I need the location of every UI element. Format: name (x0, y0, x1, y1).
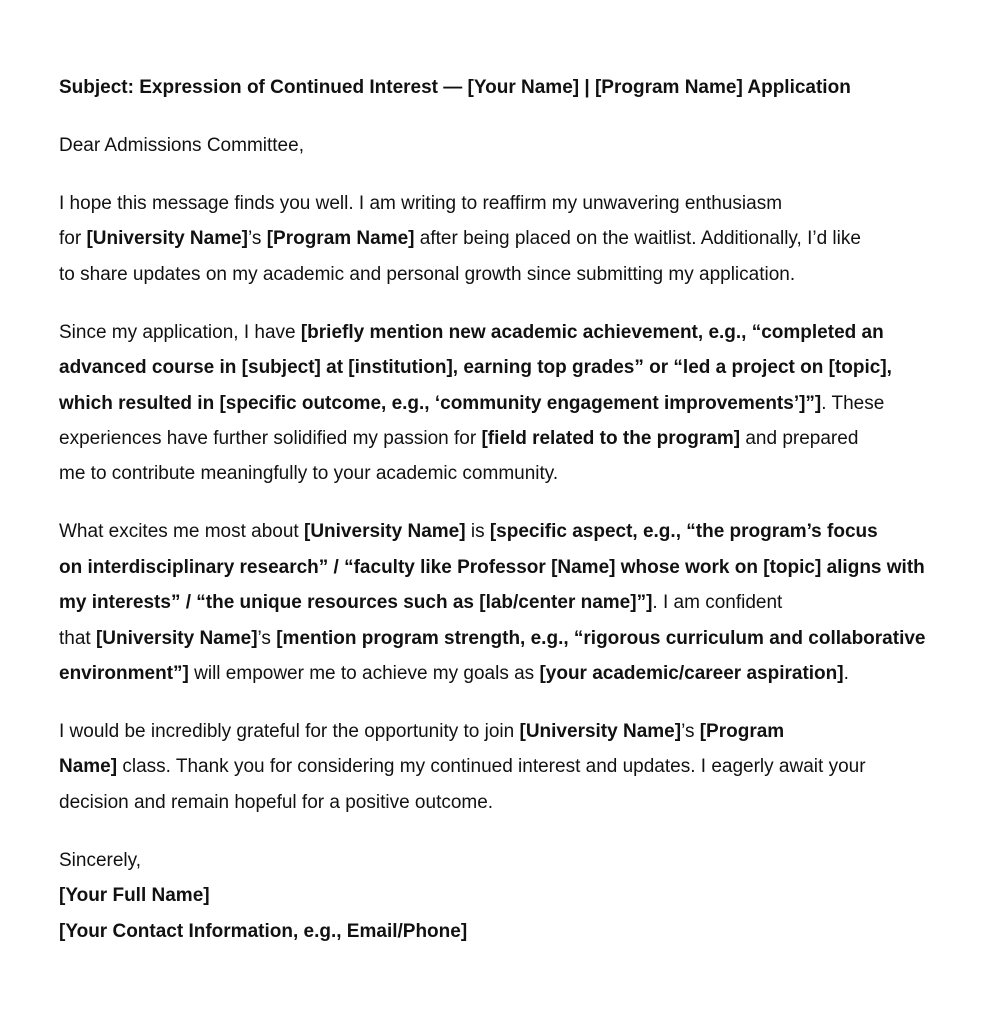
text: experiences have further solidified my passion for (59, 428, 482, 450)
text: . I am confident (652, 592, 783, 614)
placeholder-university-name: [University Name] (95, 627, 258, 649)
placeholder-university-name: [University Name] (86, 228, 249, 250)
placeholder-specific-aspect: my interests” / “the unique resources such as [lab/center name]”] (59, 592, 653, 614)
text: that (59, 627, 96, 649)
text: What excites me most about (59, 521, 304, 543)
text: ’s (681, 721, 700, 743)
text: Since my application, I have (59, 321, 301, 343)
letter-subject (59, 70, 959, 105)
placeholder-achievement: [briefly mention new academic achievement, e.g., “completed an (300, 321, 884, 343)
text: ’s (248, 228, 267, 250)
placeholder-field: [field related to the program] (481, 428, 741, 450)
text: after being placed on the waitlist. Additionally, I’d like (414, 228, 861, 250)
closing-text: Sincerely, (59, 849, 142, 871)
placeholder-specific-aspect: on interdisciplinary research” / “faculty like Professor [Name] whose work on [topic] aligns with (59, 556, 925, 578)
placeholder-university-name: [University Name] (304, 521, 466, 543)
text: . (843, 663, 849, 685)
placeholder-program-name: [Program (699, 721, 785, 743)
paragraph-intro (59, 186, 959, 292)
text: to share updates on my academic and personal growth since submitting my application. (59, 263, 796, 285)
placeholder-full-name: [Your Full Name] (59, 885, 210, 907)
placeholder-program-strength: environment”] (59, 663, 189, 685)
placeholder-program-name: Name] (59, 756, 118, 778)
letter-signature (59, 843, 959, 949)
placeholder-university-name: [University Name] (519, 721, 682, 743)
placeholder-achievement: which resulted in [specific outcome, e.g., ‘community engagement improvements’]”] (59, 392, 822, 414)
text: and prepared (740, 428, 859, 450)
text: will empower me to achieve my goals as (188, 663, 540, 685)
placeholder-contact-info: [Your Contact Information, e.g., Email/Phone] (59, 920, 468, 942)
text: . These (821, 392, 885, 414)
placeholder-aspiration: [your academic/career aspiration] (539, 663, 844, 685)
text: for (59, 228, 87, 250)
placeholder-program-strength: [mention program strength, e.g., “rigorous curriculum and collaborative (276, 627, 926, 649)
paragraph-gratitude (59, 714, 959, 820)
text: I hope this message finds you well. I am writing to reaffirm my unwavering enthusiasm (59, 193, 783, 214)
text: decision and remain hopeful for a positive outcome. (59, 791, 494, 813)
text: class. Thank you for considering my continued interest and updates. I eagerly await your (117, 756, 866, 778)
placeholder-achievement: advanced course in [subject] at [institution], earning top grades” or “led a project on [topic], (59, 357, 892, 379)
letter-body (59, 70, 959, 949)
text: is (465, 521, 490, 543)
letter-salutation (59, 128, 959, 163)
salutation-text: Dear Admissions Committee, (59, 135, 304, 156)
paragraph-achievements (59, 315, 959, 492)
paragraph-excitement (59, 514, 959, 691)
placeholder-program-name: [Program Name] (266, 228, 415, 250)
text: me to contribute meaningfully to your academic community. (59, 463, 559, 485)
text: I would be incredibly grateful for the opportunity to join (59, 721, 520, 743)
placeholder-specific-aspect: [specific aspect, e.g., “the program’s focus (489, 521, 878, 543)
subject-line: Subject: Expression of Continued Interest — [Your Name] | [Program Name] Application (59, 77, 851, 98)
text: ’s (257, 627, 277, 649)
